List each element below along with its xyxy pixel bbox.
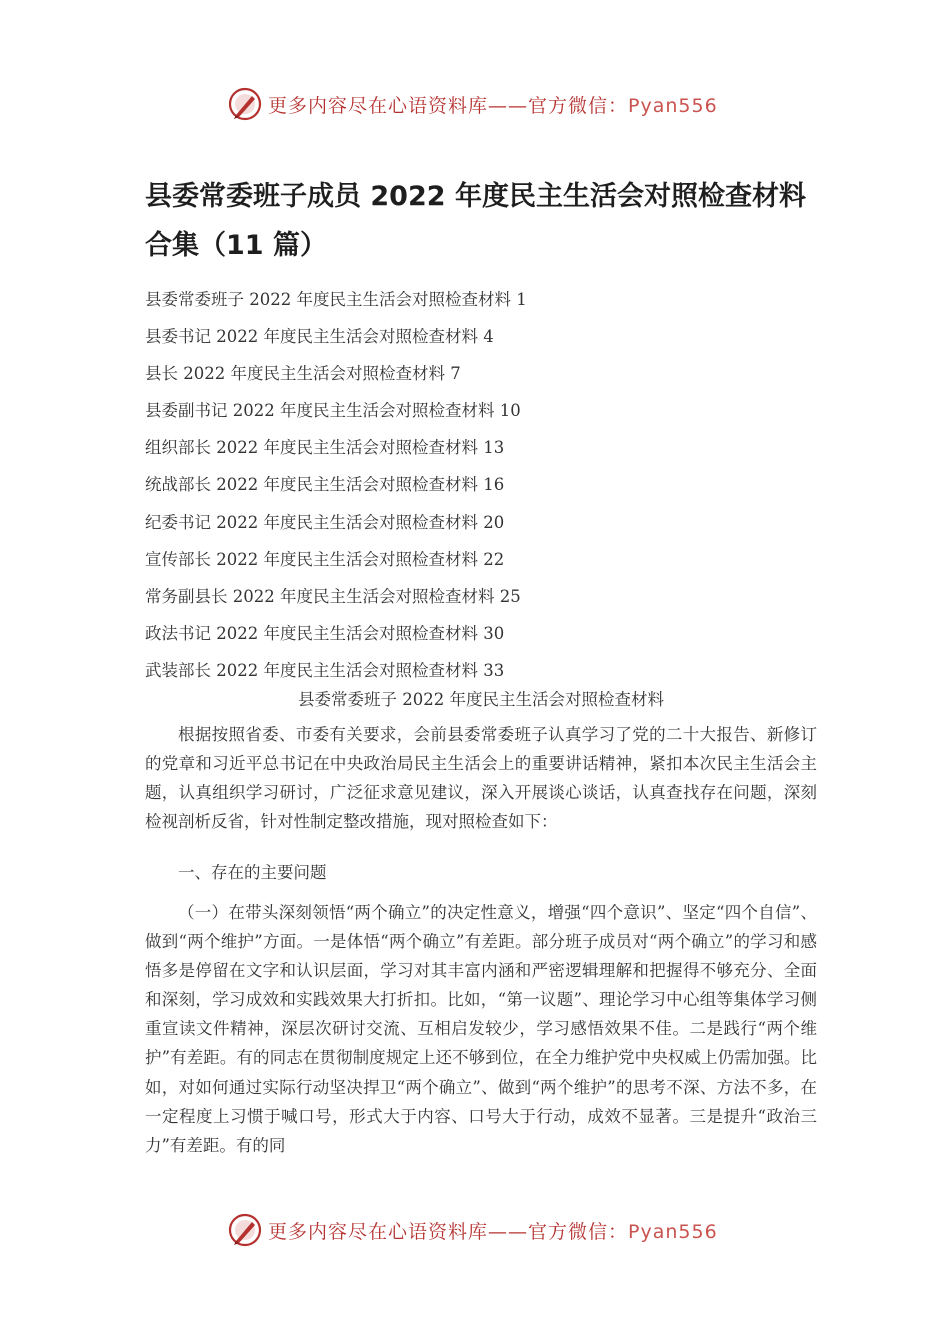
toc-item[interactable]: 宣传部长 2022 年度民主生活会对照检查材料 22 bbox=[145, 549, 505, 569]
section-heading: 一、存在的主要问题 bbox=[178, 863, 327, 882]
section-title: 县委常委班子 2022 年度民主生活会对照检查材料 bbox=[298, 690, 664, 709]
toc-item[interactable]: 县长 2022 年度民主生活会对照检查材料 7 bbox=[145, 364, 461, 384]
toc-item[interactable]: 县委副书记 2022 年度民主生活会对照检查材料 10 bbox=[145, 401, 521, 421]
toc-item[interactable]: 政法书记 2022 年度民主生活会对照检查材料 30 bbox=[145, 623, 505, 643]
pen-logo-icon bbox=[228, 87, 262, 121]
pen-logo-icon bbox=[228, 1213, 262, 1247]
toc-item[interactable]: 县委书记 2022 年度民主生活会对照检查材料 4 bbox=[145, 327, 494, 347]
toc-item[interactable]: 县委常委班子 2022 年度民主生活会对照检查材料 1 bbox=[145, 290, 527, 309]
watermark-text: 更多内容尽在心语资料库——官方微信：Pyan556 bbox=[268, 1220, 718, 1243]
toc-item[interactable]: 常务副县长 2022 年度民主生活会对照检查材料 25 bbox=[145, 586, 521, 606]
toc-item[interactable]: 纪委书记 2022 年度民主生活会对照检查材料 20 bbox=[145, 512, 505, 532]
table-of-contents bbox=[145, 281, 527, 689]
toc-item[interactable]: 统战部长 2022 年度民主生活会对照检查材料 16 bbox=[145, 475, 505, 495]
watermark-banner-bottom bbox=[228, 1212, 718, 1248]
watermark-text: 更多内容尽在心语资料库——官方微信：Pyan556 bbox=[268, 94, 718, 117]
toc-item[interactable]: 组织部长 2022 年度民主生活会对照检查材料 13 bbox=[145, 438, 505, 458]
toc-item[interactable]: 武装部长 2022 年度民主生活会对照检查材料 33 bbox=[145, 660, 505, 680]
watermark-banner-top bbox=[228, 86, 718, 122]
body-paragraph: （一）在带头深刻领悟“两个确立”的决定性意义，增强“四个意识”、坚定“四个自信”、做到“两个维护”方面。一是体悟“两个确立”有差距。部分班子成员对“两个确立”的学习和感悟多是停留在文字和认识层面，学习对其丰富内涵和严密逻辑理解和把握得不够充分、全面和深刻，学习成效和实践效果大打折扣。比如，“第一议题”、理论学习中心组等集体学习侧重宣读文件精神，深层次研讨交流、互相启发较少，学习感悟效果不佳。二是践行“两个维护”有差距。有的同志在贯彻制度规定上还不够到位，在全力维护党中央权威上仍需加强。比如，对如何通过实际行动坚决捍卫“两个确立”、做到“两个维护”的思考不深、方法不多，在一定程度上习惯于喊口号，形式大于内容、口号大于行动，成效不显著。三是提升“政治三力”有差距。有的同 bbox=[145, 903, 817, 1155]
document-title: 县委常委班子成员 2022 年度民主生活会对照检查材料合集（11 篇） bbox=[145, 181, 806, 261]
intro-paragraph: 根据按照省委、市委有关要求，会前县委常委班子认真学习了党的二十大报告、新修订的党章和习近平总书记在中央政治局民主生活会上的重要讲话精神，紧扣本次民主生活会主题，认真组织学习研讨，广泛征求意见建议，深入开展谈心谈话，认真查找存在问题，深刻检视剖析反省，针对性制定整改措施，现对照检查如下： bbox=[145, 725, 817, 832]
